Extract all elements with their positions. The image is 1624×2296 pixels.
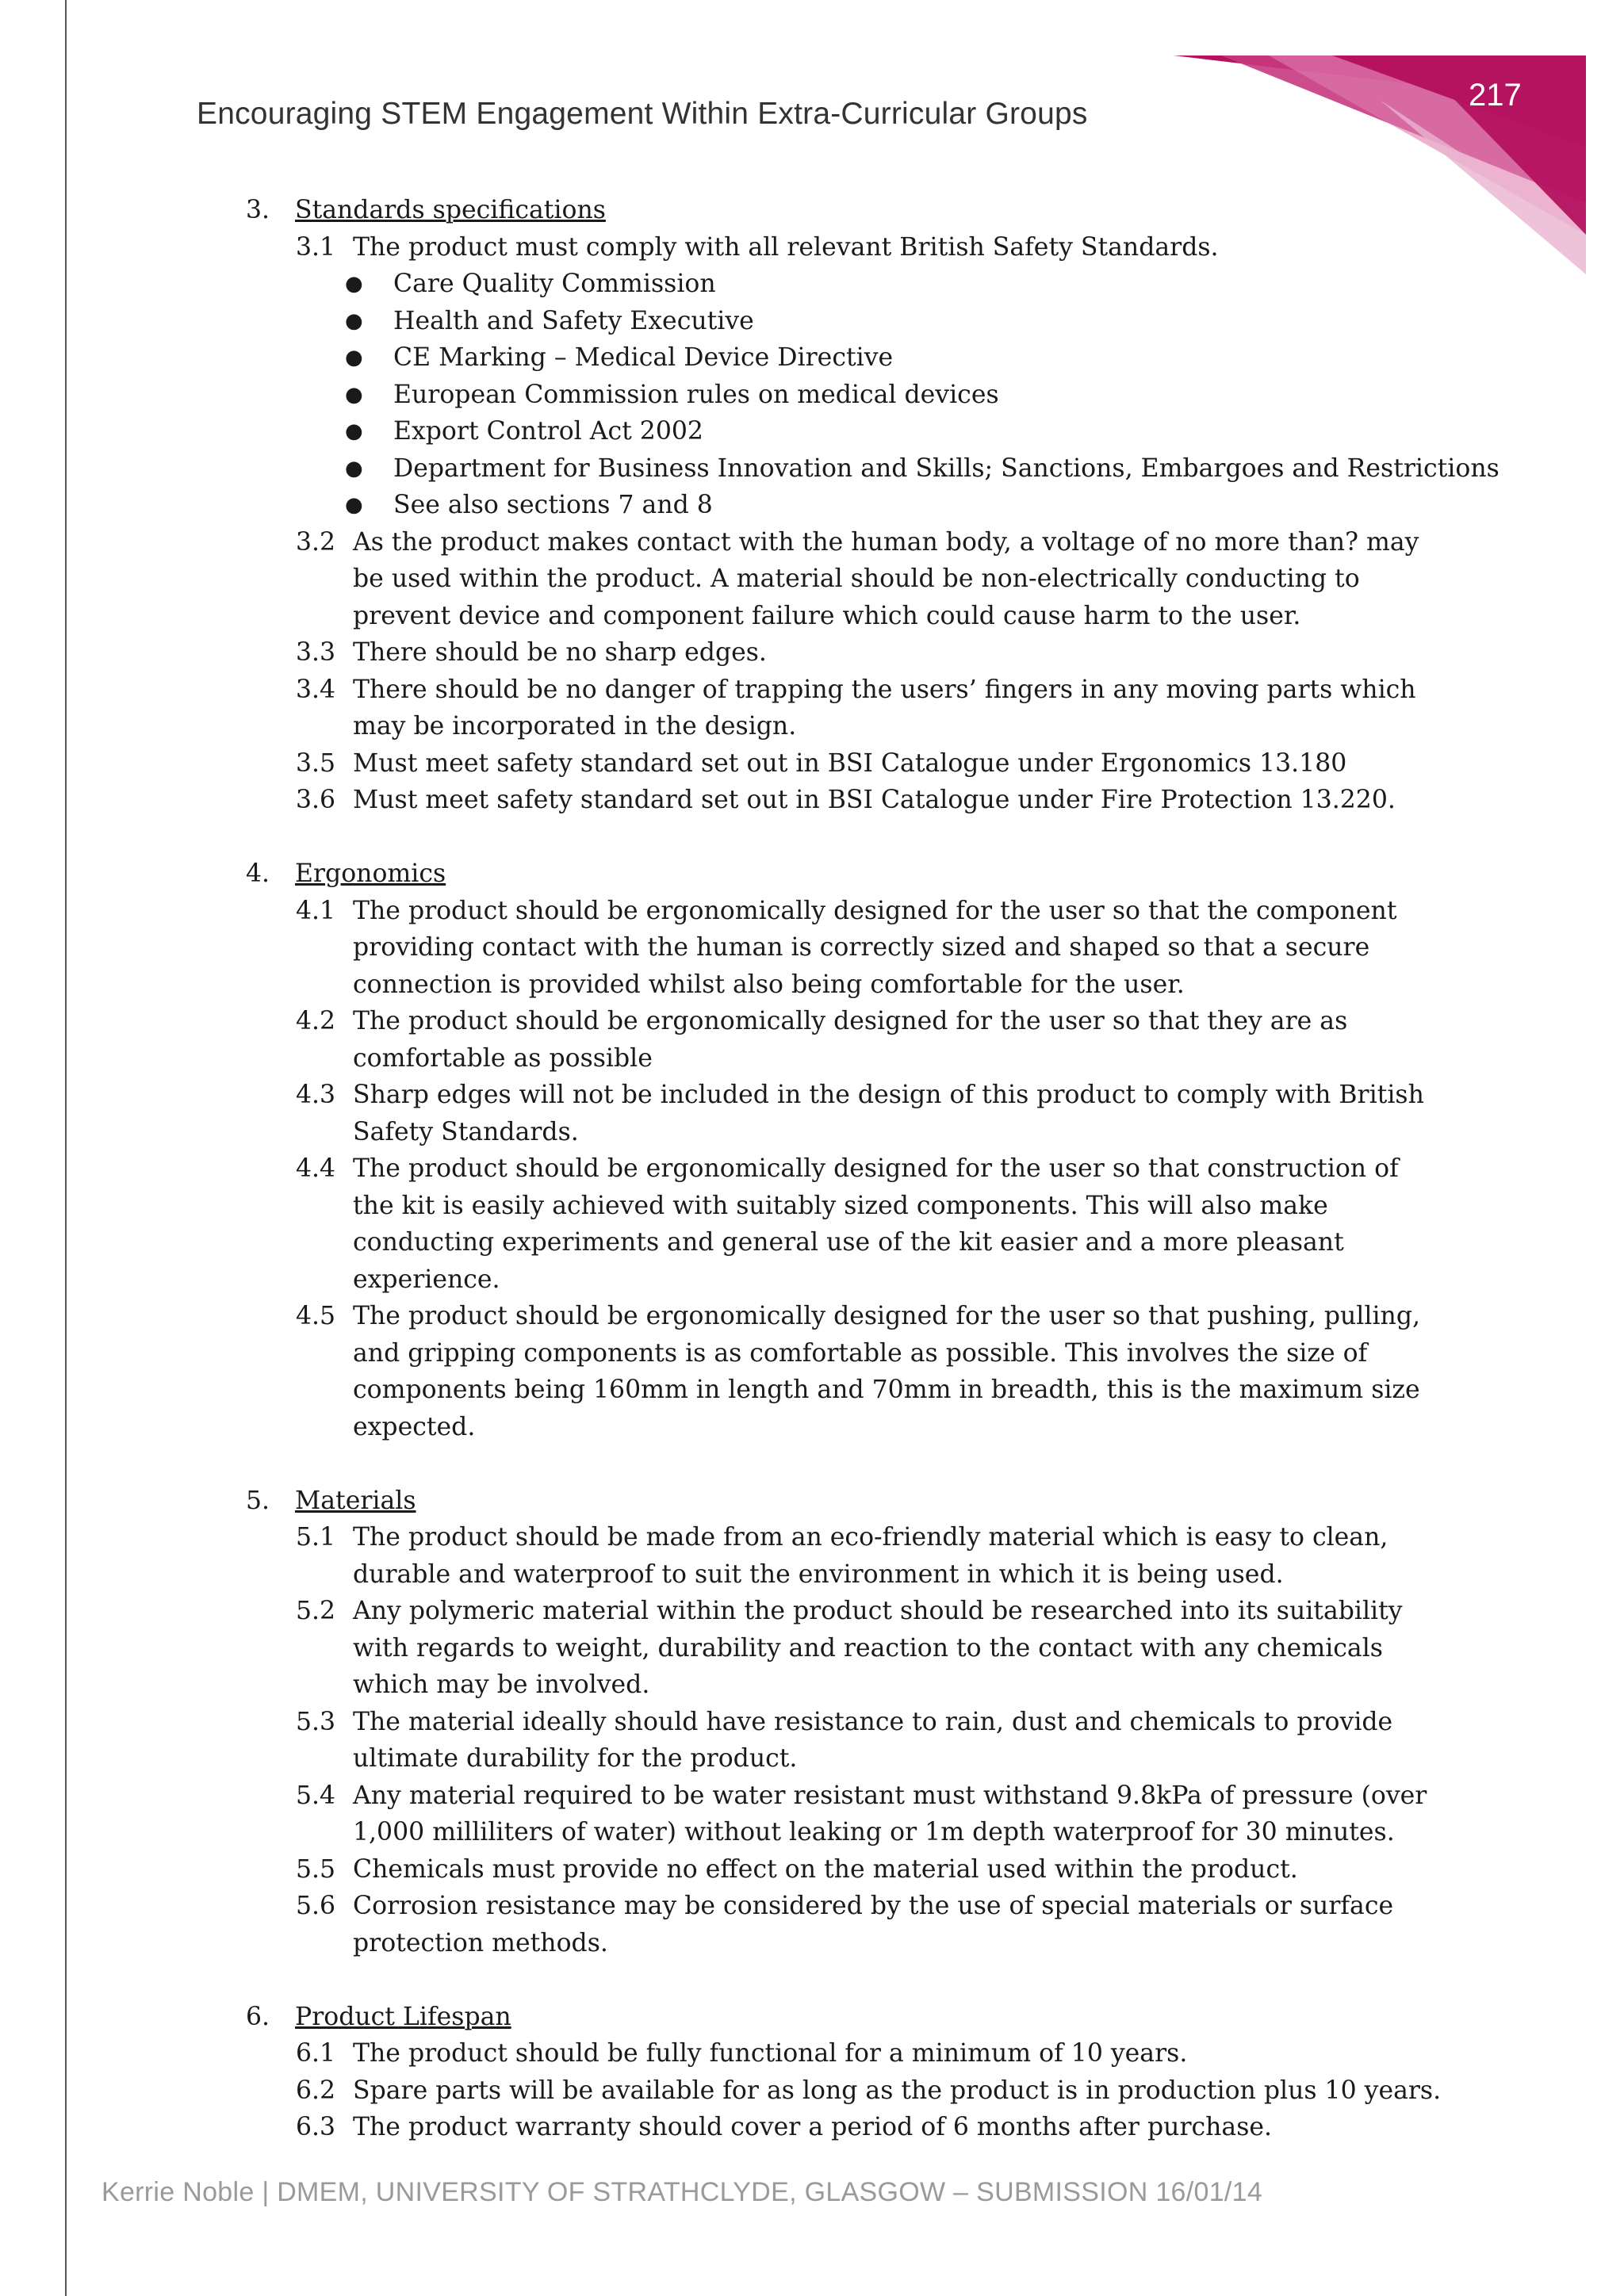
item-text: The product should be made from an eco-friendly material which is easy to clean, durable and waterproof to suit the environment in which it is being used. [353,1523,1388,1589]
item-number: 3.5 [296,748,336,778]
item-text: The product should be ergonomically designed for the user so that the component providing contact with the human is correctly sized and shaped so that a secure connection is provided whilst also being comfortable for the user. [353,896,1397,999]
item-number: 6.1 [296,2039,336,2068]
item-number: 3.2 [296,527,336,557]
section-title: Materials [295,1486,416,1515]
bullet-text: Department for Business Innovation and Skills; Sanctions, Embargoes and Restrictions [393,453,1500,483]
item-text: The product must comply with all relevant British Safety Standards. [353,232,1219,262]
section-spacer [0,1445,1624,1483]
list-item [0,2072,1624,2110]
item-number: 4.4 [296,1154,336,1183]
bullet-item [0,339,1624,377]
bullet-text: Health and Safety Executive [393,306,754,335]
item-number: 3.1 [296,232,336,262]
item-text: Must meet safety standard set out in BSI Catalogue under Ergonomics 13.180 [353,748,1347,778]
item-text: The product warranty should cover a period of 6 months after purchase. [353,2113,1273,2141]
list-item [0,1704,1624,1777]
section-6-heading [0,1999,1624,2036]
list-item [0,1150,1624,1298]
item-text: The product should be ergonomically designed for the user so that pushing, pulling, and gripping components is as comfortable as possible. This involves the size of components being 160mm in length and 70mm in breadth, this is the maximum size expected. [353,1302,1420,1441]
list-item [0,1298,1624,1445]
section-4-heading [0,855,1624,893]
bullet-text: Export Control Act 2002 [393,417,703,446]
bullet-item [0,450,1624,488]
item-text: The material ideally should have resistance to rain, dust and chemicals to provide ultimate durability for the product. [353,1707,1393,1773]
item-number: 5.6 [296,1892,336,1920]
section-spacer [0,819,1624,856]
item-text: Corrosion resistance may be considered by the use of special materials or surface protection methods. [353,1892,1394,1957]
section-title: Product Lifespan [295,2002,511,2031]
item-text: The product should be fully functional for a minimum of 10 years. [353,2039,1188,2068]
section-number: 6. [246,2002,270,2031]
running-header-title: Encouraging STEM Engagement Within Extra-Curricular Groups [197,97,1088,131]
bullet-icon: ● [345,493,363,517]
list-item [0,1519,1624,1593]
bullet-item [0,413,1624,450]
item-number: 5.5 [296,1854,336,1884]
section-number: 5. [246,1486,270,1515]
section-3-heading [0,192,1624,229]
item-text: Any material required to be water resistant must withstand 9.8kPa of pressure (over 1,000 milliliters of water) without leaking or 1m depth waterproof for 30 minutes. [353,1781,1427,1846]
bullet-icon: ● [345,308,363,333]
section-5-heading [0,1483,1624,1520]
item-number: 5.3 [296,1707,336,1736]
item-text: The product should be ergonomically designed for the user so that they are as comfortable as possible [353,1007,1348,1073]
item-number: 4.2 [296,1007,336,1035]
list-item [0,1593,1624,1704]
page-footer: Kerrie Noble | DMEM, UNIVERSITY OF STRATHCLYDE, GLASGOW – SUBMISSION 16/01/14 [102,2177,1263,2207]
item-number: 5.1 [296,1523,336,1552]
list-item [0,1888,1624,1961]
bullet-item [0,266,1624,303]
item-number: 3.4 [296,675,336,704]
bullet-icon: ● [345,346,363,369]
item-text: Chemicals must provide no effect on the material used within the product. [353,1854,1298,1884]
list-item [0,229,1624,266]
bullet-icon: ● [345,419,363,443]
list-item [0,2109,1624,2146]
item-text: There should be no sharp edges. [353,638,767,667]
bullet-item [0,487,1624,524]
item-text: Must meet safety standard set out in BSI Catalogue under Fire Protection 13.220. [353,786,1396,814]
list-item [0,1851,1624,1888]
list-item [0,1077,1624,1150]
bullet-item [0,377,1624,414]
list-item [0,893,1624,1004]
list-item [0,524,1624,635]
item-text: There should be no danger of trapping the users’ fingers in any moving parts which may be incorporated in the design. [353,675,1416,740]
page-number: 217 [1469,78,1522,113]
item-text: Spare parts will be available for as long as the product is in production plus 10 years. [353,2076,1442,2105]
item-text: As the product makes contact with the human body, a voltage of no more than? may be used within the product. A material should be non-electrically conducting to prevent device and component failure which could cause harm to the user. [353,527,1419,630]
item-text: The product should be ergonomically designed for the user so that construction of the kit is easily achieved with suitably sized components. This will also make conducting experiments and general use of the kit easier and a more pleasant experience. [353,1154,1399,1294]
list-item [0,2035,1624,2072]
section-number: 4. [246,859,270,888]
document-body [0,192,1624,2146]
bullet-item [0,303,1624,340]
list-item [0,745,1624,783]
section-title: Standards specifications [295,196,606,224]
list-item [0,782,1624,819]
item-number: 4.1 [296,896,336,925]
section-title: Ergonomics [295,859,446,888]
list-item [0,634,1624,672]
bullet-text: See also sections 7 and 8 [393,491,713,519]
item-text: Sharp edges will not be included in the design of this product to comply with British Safety Standards. [353,1081,1424,1146]
item-number: 4.5 [296,1302,336,1330]
item-number: 6.2 [296,2076,336,2105]
item-number: 4.3 [296,1081,336,1109]
item-number: 5.4 [296,1781,336,1810]
item-number: 3.3 [296,638,336,667]
section-number: 3. [246,196,270,224]
item-text: Any polymeric material within the product should be researched into its suitability with regards to weight, durability and reaction to the contact with any chemicals which may be involved. [353,1597,1403,1699]
list-item [0,1003,1624,1077]
bullet-text: European Commission rules on medical devices [393,380,999,409]
item-number: 3.6 [296,786,336,814]
item-number: 5.2 [296,1597,336,1625]
section-spacer [0,1961,1624,1999]
list-item [0,1777,1624,1851]
bullet-icon: ● [345,382,363,407]
bullet-text: Care Quality Commission [393,270,716,298]
bullet-icon: ● [345,456,363,480]
item-number: 6.3 [296,2113,336,2141]
bullet-text: CE Marking – Medical Device Directive [393,343,894,372]
bullet-icon: ● [345,272,363,296]
list-item [0,672,1624,745]
